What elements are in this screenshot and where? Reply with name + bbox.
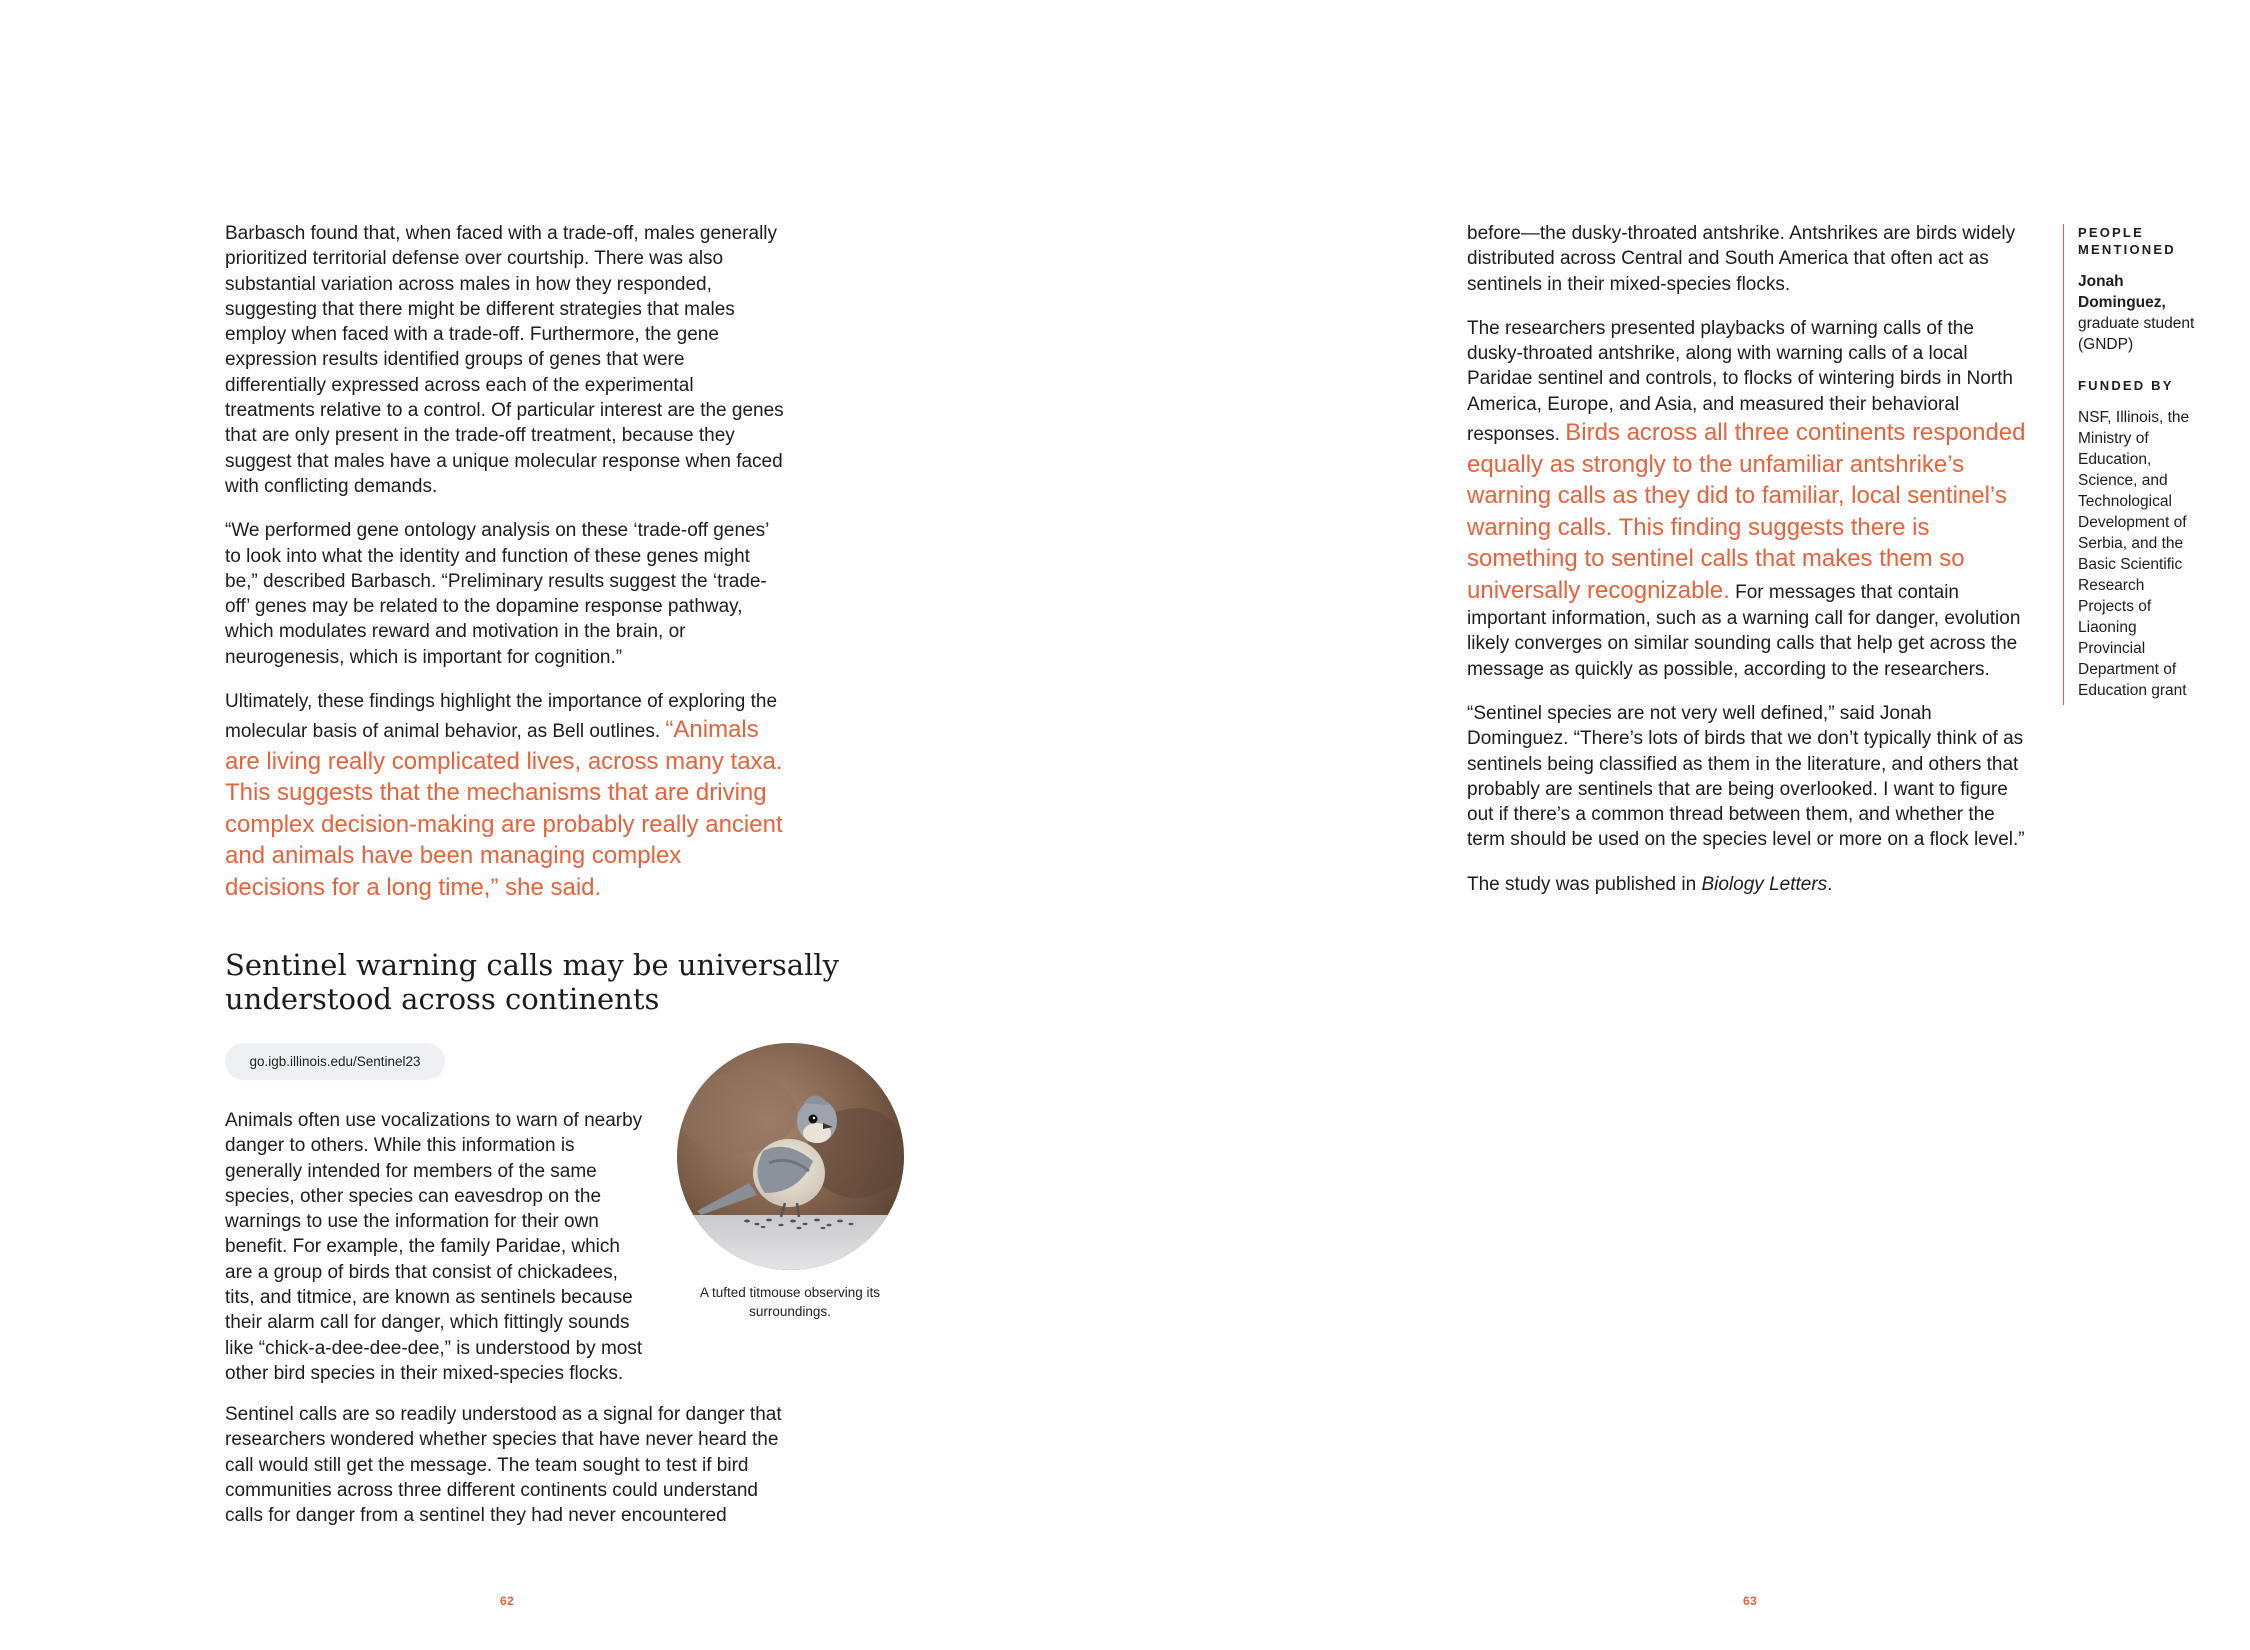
paragraph-lead: The researchers presented playbacks of warning calls of the dusky-throated antshrike, along with warning calls of a local Paridae sentinel and controls, to flocks of wintering birds in North America, Europe, and Asia, and measured their behavioral responses. xyxy=(1467,317,2013,446)
sidebar xyxy=(2063,224,2203,705)
bird-illustration xyxy=(677,1043,904,1270)
page-number-left: 62 xyxy=(500,1594,515,1608)
page-number-right: 63 xyxy=(1743,1594,1758,1608)
story-continued xyxy=(225,1402,785,1547)
publication-lead: The study was published in xyxy=(1467,873,1697,895)
article-link[interactable]: go.igb.illinois.edu/Sentinel23 xyxy=(225,1043,445,1080)
article-title: Sentinel warning calls may be universally understood across continents xyxy=(225,948,840,1016)
funded-text: NSF, Illinois, the Ministry of Education, Science, and Technological Development of Serbia, and the Basic Scientific Research Projects of Liaoning Provincial Department of Education grant xyxy=(2078,409,2190,699)
people-heading: PEOPLE MENTIONED xyxy=(2078,225,2176,257)
paragraph: “Sentinel species are not very well defined,” said Jonah Dominguez. “There’s lots of birds that we don’t typically think of as sentinels being classified as them in the literature, and others that probably are sentinels that are being overlooked. I want to figure out if there’s a common thread between them, and whether the term should be used on the species level or more on a flock level.” xyxy=(1467,702,2025,851)
person-role: graduate student (GNDP) xyxy=(2078,315,2195,353)
right-article-text xyxy=(1467,221,2027,916)
paragraph xyxy=(1467,316,2027,682)
paragraph-lead: Ultimately, these findings highlight the importance of exploring the molecular basis of animal behavior, as Bell outlines. xyxy=(225,691,778,743)
paragraph: before—the dusky-throated antshrike. Antshrikes are birds widely distributed across Central and South America that often act as sentinels in their mixed-species flocks. xyxy=(1467,223,2016,295)
funding xyxy=(2078,377,2203,701)
paragraph-tail: For messages that contain important information, such as a warning call for danger, evolution likely converges on similar sounding calls that help get across the message as quickly as possible, according to the researchers. xyxy=(1467,581,2021,680)
paragraph xyxy=(225,689,785,903)
paragraph: Animals often use vocalizations to warn of nearby danger to others. While this information is generally intended for members of the same species, other species can eavesdrop on the warnings to use the information for their own benefit. For example, the family Paridae, which are a group of birds that consist of chickadees, tits, and titmice, are known as sentinels because their alarm call for danger, which fittingly sounds like “chick-a-dee-dee-dee,” is understood by most other bird species in their mixed-species flocks. xyxy=(225,1110,643,1384)
paragraph: “We performed gene ontology analysis on these ‘trade-off genes’ to look into what the identity and function of these genes might be,” described Barbasch. “Preliminary results suggest the ‘trade-off’ genes may be related to the dopamine response pathway, which modulates reward and motivation in the brain, or neurogenesis, which is important for cognition.” xyxy=(225,520,769,668)
story-intro xyxy=(225,1108,645,1405)
pull-quote: “Animals are living really complicated lives, across many taxa. This suggests that the mechanisms that are driving complex decision-making are probably really ancient and animals have been managing complex decisions for a long time,” she said. xyxy=(225,716,783,901)
titmouse-photo xyxy=(677,1043,904,1270)
publication-end: . xyxy=(1827,873,1833,895)
photo-caption: A tufted titmouse observing its surroundings. xyxy=(699,1285,881,1319)
highlight-quote: Birds across all three continents responded equally as strongly to the unfamiliar antshrike’s warning calls as they did to familiar, local sentinel’s warning calls. This finding suggests there is something to sentinel calls that makes them so universally recognizable. xyxy=(1467,419,2026,604)
people-mentioned xyxy=(2078,224,2203,355)
left-article-continuation xyxy=(225,221,785,922)
funded-heading: FUNDED BY xyxy=(2078,378,2174,393)
person-name: Jonah Dominguez, xyxy=(2078,273,2166,311)
publication-note xyxy=(1467,872,2027,897)
paragraph: Sentinel calls are so readily understood as a signal for danger that researchers wondered whether species that have never heard the call would still get the message. The team sought to test if bird communities across three different continents could understand calls for danger from a sentinel they had never encountered xyxy=(225,1404,782,1527)
journal-name: Biology Letters xyxy=(1701,873,1828,895)
paragraph: Barbasch found that, when faced with a trade-off, males generally prioritized territorial defense over courtship. There was also substantial variation across males in how they responded, suggesting that there might be different strategies that males employ when faced with a trade-off. Furthermore, the gene expression results identified groups of genes that were differentially expressed across each of the experimental treatments relative to a control. Of particular interest are the genes that are only present in the trade-off treatment, because they suggest that males have a unique molecular response when faced with conflicting demands. xyxy=(225,223,784,497)
